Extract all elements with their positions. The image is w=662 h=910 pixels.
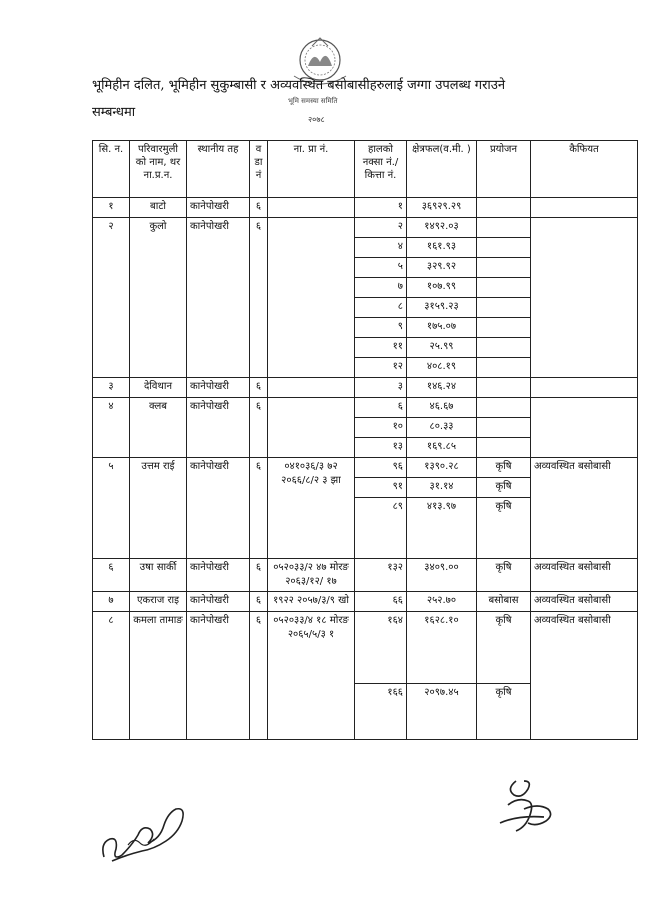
cell-sn: ३: [93, 378, 130, 398]
seal-year: २०७८: [308, 115, 325, 124]
cell-local-level: कानेपोखरी: [187, 198, 250, 218]
cell-purpose: [477, 278, 531, 298]
table-row: [93, 458, 638, 478]
cell-kitta-no: ३: [355, 378, 407, 398]
cell-area: २०९७.४५: [407, 684, 477, 740]
cell-sn: ६: [93, 559, 130, 592]
cell-remarks: [531, 218, 638, 378]
cell-citizenship-no: [268, 398, 355, 458]
cell-remarks: [531, 378, 638, 398]
cell-ward: ६: [250, 592, 268, 612]
cell-ward: ६: [250, 198, 268, 218]
cell-citizenship-no: [268, 378, 355, 398]
cell-purpose: [477, 238, 531, 258]
cell-area: २५२.७०: [407, 592, 477, 612]
cell-area: ३६९२९.२९: [407, 198, 477, 218]
cell-area: ३४०९.००: [407, 559, 477, 592]
cell-sn: १: [93, 198, 130, 218]
cell-kitta-no: २: [355, 218, 407, 238]
cell-kitta-no: ८: [355, 298, 407, 318]
cell-sn: ४: [93, 398, 130, 458]
cell-sn: ८: [93, 612, 130, 740]
cell-purpose: [477, 398, 531, 418]
cell-family-name: उत्तम राई: [130, 458, 187, 559]
header-ward: व डा नं: [250, 141, 268, 198]
header-area: क्षेत्रफल(व.मी. ): [407, 141, 477, 198]
cell-remarks: अव्यवस्थित बसोबासी: [531, 612, 638, 740]
cell-kitta-no: १०: [355, 418, 407, 438]
cell-area: ४०८.१९: [407, 358, 477, 378]
cell-family-name: कुलो: [130, 218, 187, 378]
cell-purpose: [477, 198, 531, 218]
cell-area: ४६.६७: [407, 398, 477, 418]
cell-kitta-no: १३: [355, 438, 407, 458]
cell-kitta-no: १६६: [355, 684, 407, 740]
cell-ward: ६: [250, 612, 268, 740]
cell-citizenship-no: ०५२०३३/२ ४७ मोरङ २०६३/१२/ १७: [268, 559, 355, 592]
cell-kitta-no: ११: [355, 338, 407, 358]
cell-purpose: कृषि: [477, 458, 531, 478]
cell-purpose: [477, 258, 531, 278]
cell-local-level: कानेपोखरी: [187, 218, 250, 378]
cell-remarks: अव्यवस्थित बसोबासी: [531, 592, 638, 612]
cell-remarks: अव्यवस्थित बसोबासी: [531, 559, 638, 592]
cell-area: ४१३.९७: [407, 498, 477, 559]
cell-area: १६१.९३: [407, 238, 477, 258]
cell-area: १०७.९९: [407, 278, 477, 298]
cell-purpose: कृषि: [477, 612, 531, 684]
cell-purpose: कृषि: [477, 498, 531, 559]
cell-remarks: [531, 198, 638, 218]
cell-local-level: कानेपोखरी: [187, 378, 250, 398]
cell-kitta-no: ७: [355, 278, 407, 298]
header-purpose: प्रयोजन: [477, 141, 531, 198]
cell-sn: ७: [93, 592, 130, 612]
cell-citizenship-no: [268, 198, 355, 218]
cell-local-level: कानेपोखरी: [187, 612, 250, 740]
signature-right: [488, 775, 563, 840]
cell-purpose: बसोबास: [477, 592, 531, 612]
cell-family-name: कमला तामाङ: [130, 612, 187, 740]
cell-ward: ६: [250, 458, 268, 559]
cell-family-name: देविथान: [130, 378, 187, 398]
cell-family-name: क्लब: [130, 398, 187, 458]
cell-ward: ६: [250, 398, 268, 458]
cell-ward: ६: [250, 218, 268, 378]
cell-purpose: [477, 338, 531, 358]
cell-local-level: कानेपोखरी: [187, 458, 250, 559]
cell-area: १४६.२४: [407, 378, 477, 398]
cell-citizenship-no: १९२२ २०५७/३/९ खो: [268, 592, 355, 612]
cell-kitta-no: ६: [355, 398, 407, 418]
cell-purpose: [477, 378, 531, 398]
signature-left: [98, 795, 193, 870]
cell-area: ३१.१४: [407, 478, 477, 498]
cell-area: १३९०.२८: [407, 458, 477, 478]
cell-purpose: [477, 358, 531, 378]
cell-local-level: कानेपोखरी: [187, 559, 250, 592]
cell-kitta-no: ८९: [355, 498, 407, 559]
table-row: [93, 559, 638, 592]
cell-sn: २: [93, 218, 130, 378]
cell-ward: ६: [250, 378, 268, 398]
cell-kitta-no: १: [355, 198, 407, 218]
header-family: परिवारमुली को नाम, थर ना.प्र.न.: [130, 141, 187, 198]
header-local: स्थानीय तह: [187, 141, 250, 198]
table-header-row: [93, 141, 638, 198]
header-sn: सि. न.: [93, 141, 130, 198]
cell-area: ३१५९.२३: [407, 298, 477, 318]
heading-line-1: भूमिहीन दलित, भूमिहीन सुकुम्बासी र अव्यवस्थित बसोबासीहरुलाई जग्गा उपलब्ध गराउने: [92, 78, 506, 93]
cell-sn: ५: [93, 458, 130, 559]
cell-area: १६९.८५: [407, 438, 477, 458]
cell-area: ८०.३३: [407, 418, 477, 438]
cell-family-name: एकराज राइ: [130, 592, 187, 612]
cell-local-level: कानेपोखरी: [187, 592, 250, 612]
document-heading: [92, 76, 632, 122]
table-row: [93, 592, 638, 612]
header-remarks: कैफियत: [531, 141, 638, 198]
cell-purpose: [477, 418, 531, 438]
table-row: [93, 612, 638, 684]
seal-caption: भूमि समस्या समिति: [288, 97, 338, 105]
cell-purpose: [477, 218, 531, 238]
cell-area: १४९२.०३: [407, 218, 477, 238]
cell-kitta-no: ६६: [355, 592, 407, 612]
land-allocation-table: [92, 140, 638, 740]
cell-kitta-no: ९१: [355, 478, 407, 498]
cell-citizenship-no: ०५२०३३/४ १८ मोरङ २०६५/५/३ १: [268, 612, 355, 740]
cell-area: २५.९९: [407, 338, 477, 358]
cell-purpose: [477, 438, 531, 458]
header-citizen: ना. प्रा नं.: [268, 141, 355, 198]
cell-citizenship-no: ०४१०३६/३ ७२ २०६६/८/२ ३ झा: [268, 458, 355, 559]
heading-line-2: सम्बन्धमा: [92, 105, 136, 120]
cell-remarks: [531, 398, 638, 458]
cell-citizenship-no: [268, 218, 355, 378]
cell-kitta-no: ५: [355, 258, 407, 278]
cell-family-name: बाटो: [130, 198, 187, 218]
cell-kitta-no: १६४: [355, 612, 407, 684]
cell-kitta-no: ९६: [355, 458, 407, 478]
cell-kitta-no: १२: [355, 358, 407, 378]
table-row: [93, 198, 638, 218]
table-row: [93, 398, 638, 418]
cell-kitta-no: १३२: [355, 559, 407, 592]
table-row: [93, 378, 638, 398]
cell-remarks: अव्यवस्थित बसोबासी: [531, 458, 638, 559]
cell-purpose: [477, 298, 531, 318]
cell-ward: ६: [250, 559, 268, 592]
cell-purpose: कृषि: [477, 684, 531, 740]
header-map: हालको नक्सा नं./ कित्ता नं.: [355, 141, 407, 198]
cell-local-level: कानेपोखरी: [187, 398, 250, 458]
cell-kitta-no: ४: [355, 238, 407, 258]
cell-purpose: [477, 318, 531, 338]
cell-family-name: उषा सार्की: [130, 559, 187, 592]
cell-area: ३२९.९२: [407, 258, 477, 278]
table-row: [93, 218, 638, 238]
cell-area: १७५.०७: [407, 318, 477, 338]
cell-area: १६२८.१०: [407, 612, 477, 684]
cell-purpose: कृषि: [477, 559, 531, 592]
cell-kitta-no: ९: [355, 318, 407, 338]
cell-purpose: कृषि: [477, 478, 531, 498]
